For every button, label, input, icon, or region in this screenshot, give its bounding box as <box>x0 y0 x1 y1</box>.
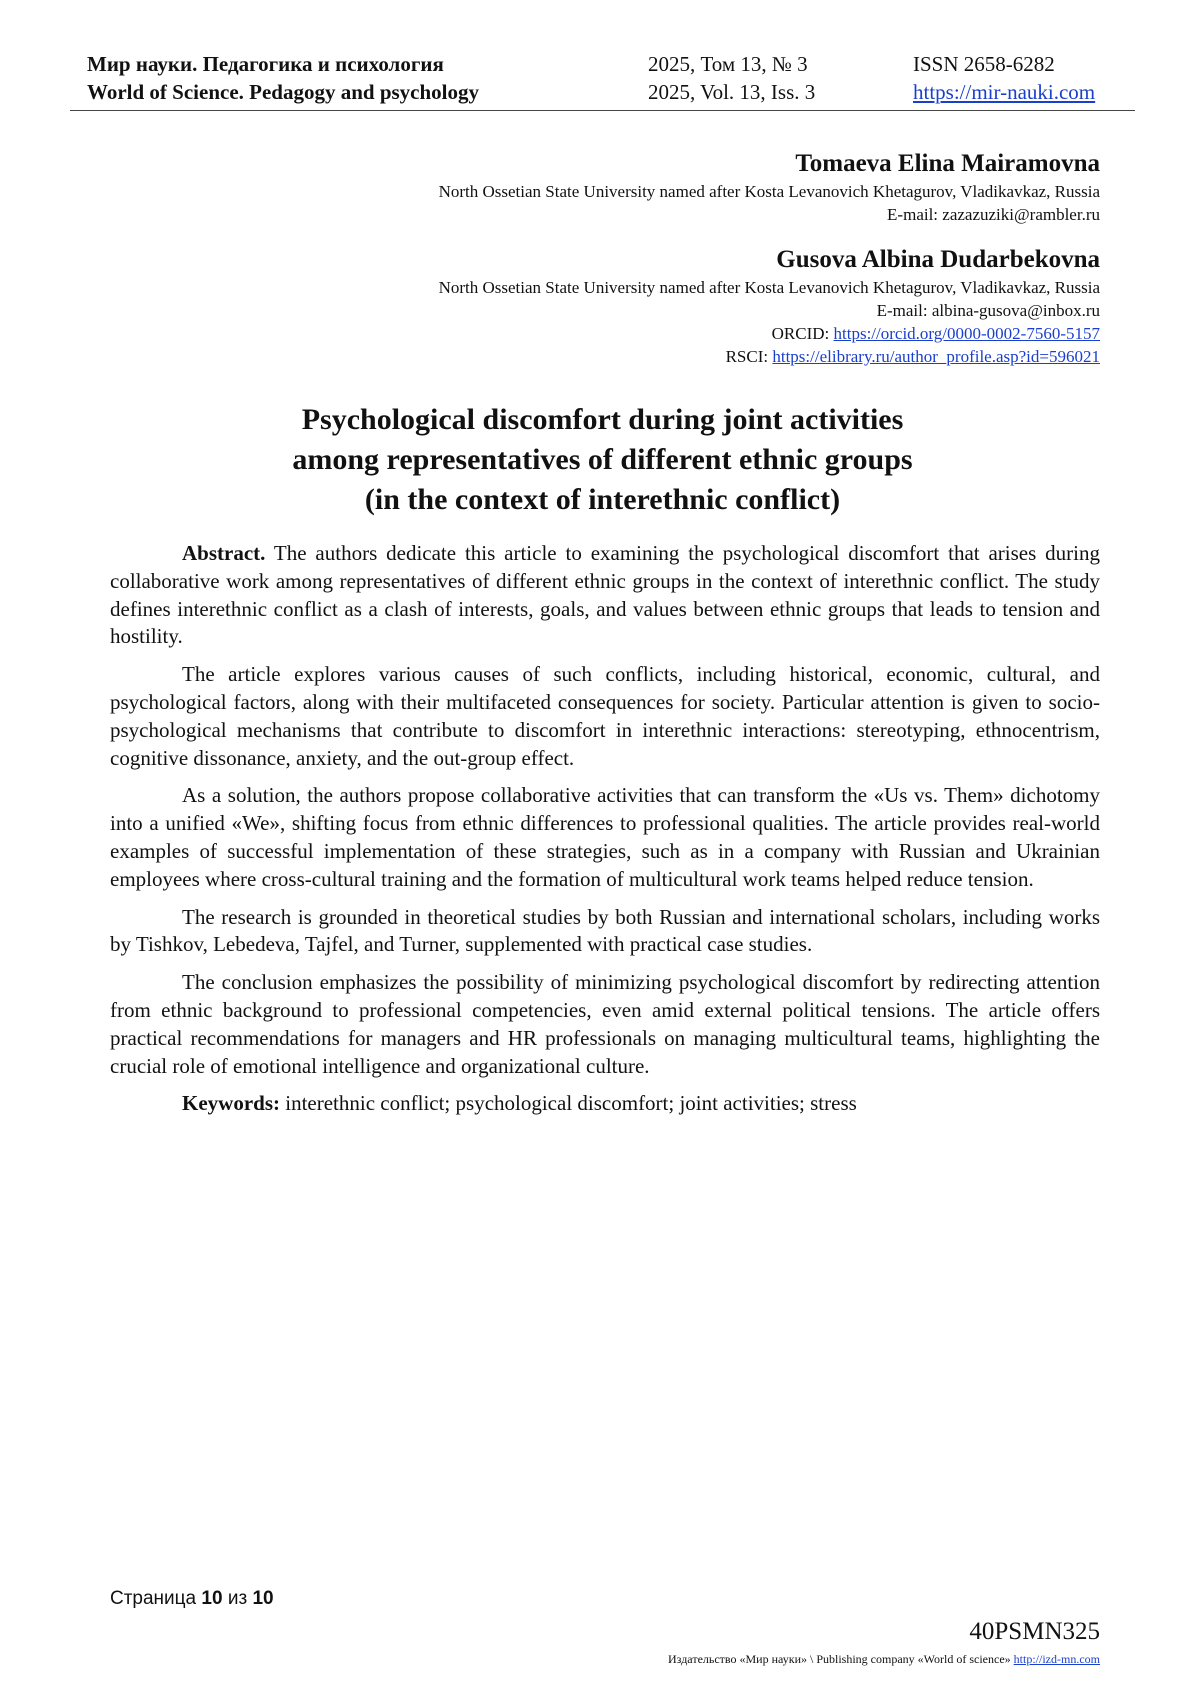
author-email: E-mail: albina-gusova@inbox.ru <box>876 301 1100 320</box>
abstract-paragraph: As a solution, the authors propose collaborative activities that can transform the «Us vs. Them» dichotomy into a unified «We», shifting focus from ethnic differences to professional qualities. The article provides real-world examples of successful implementation of these strategies, such as in a company with Russian and Ukrainian employees where cross-cultural training and the formation of multicultural work teams helped reduce tension. <box>110 783 1100 891</box>
issue-info-en: 2025, Vol. 13, Iss. 3 <box>648 80 816 104</box>
authors-section <box>200 148 1100 386</box>
title-line: Psychological discomfort during joint activities <box>301 403 904 436</box>
keywords-label: Keywords: <box>182 1091 280 1116</box>
author-block-1 <box>200 148 1100 226</box>
journal-name-ru: Мир науки. Педагогика и психология <box>87 52 444 76</box>
journal-name-en: World of Science. Pedagogy and psychology <box>87 80 480 104</box>
publisher-link[interactable]: http://izd-mn.com <box>1013 1652 1100 1666</box>
abstract-paragraph: The article explores various causes of such conflicts, including historical, economic, cultural, and psychological factors, along with their multifaceted consequences for society. Particular attention is given to socio-psychological mechanisms that contribute to discomfort in interethnic interactions: stereotyping, ethnocentrism, cognitive dissonance, anxiety, and the out-group effect. <box>110 662 1100 770</box>
abstract-paragraph: The conclusion emphasizes the possibility of minimizing psychological discomfort by redirecting attention from ethnic background to professional competencies, even amid external political tensions. The article offers practical recommendations for managers and HR professionals on managing multicultural teams, highlighting the crucial role of emotional intelligence and organizational culture. <box>110 970 1100 1078</box>
abstract-text: The authors dedicate this article to examining the psychological discomfort that arises during collaborative work among representatives of different ethnic groups in the context of interethnic conflict. The study defines interethnic conflict as a clash of interests, goals, and values between ethnic groups that leads to tension and hostility. <box>110 541 1100 649</box>
abstract-paragraph: The research is grounded in theoretical studies by both Russian and international scholars, including works by Tishkov, Lebedeva, Tajfel, and Turner, supplemented with practical case studies. <box>110 904 1100 957</box>
title-line: among representatives of different ethnic groups <box>292 443 913 476</box>
journal-website-link[interactable]: https://mir-nauki.com <box>913 80 1096 104</box>
author-name: Tomaeva Elina Mairamovna <box>795 150 1100 177</box>
abstract-section <box>110 540 1100 1128</box>
orcid-link[interactable]: https://orcid.org/0000-0002-7560-5157 <box>833 324 1100 343</box>
abstract-label: Abstract. <box>182 541 266 565</box>
publisher-line <box>668 1652 1100 1667</box>
author-orcid <box>200 322 1100 345</box>
page-current: 10 <box>201 1588 223 1609</box>
rsci-label: RSCI: <box>725 347 773 366</box>
article-code: 40PSMN325 <box>969 1618 1100 1645</box>
page-prefix: Страница <box>110 1588 202 1609</box>
author-name: Gusova Albina Dudarbekovna <box>776 246 1100 273</box>
abstract-paragraph <box>110 540 1100 651</box>
keywords-paragraph <box>110 1090 1100 1118</box>
header-row-ru <box>70 52 1135 80</box>
page-total: 10 <box>252 1588 274 1609</box>
page-mid: из <box>222 1588 253 1609</box>
article-title <box>90 400 1115 520</box>
keywords-text: interethnic conflict; psychological discomfort; joint activities; stress <box>280 1091 857 1116</box>
publisher-text: Издательство «Мир науки» \ Publishing company «World of science» <box>668 1652 1014 1666</box>
orcid-label: ORCID: <box>771 324 834 343</box>
header-divider <box>70 110 1135 111</box>
page-counter <box>110 1588 274 1610</box>
author-rsci <box>200 345 1100 368</box>
author-email: E-mail: zazazuziki@rambler.ru <box>887 205 1100 224</box>
issn: ISSN 2658-6282 <box>913 52 1055 76</box>
title-line: (in the context of interethnic conflict) <box>364 483 841 516</box>
author-affiliation: North Ossetian State University named after Kosta Levanovich Khetagurov, Vladikavkaz, Russia <box>438 278 1100 297</box>
rsci-link[interactable]: https://elibrary.ru/author_profile.asp?id=596021 <box>772 347 1100 366</box>
author-affiliation: North Ossetian State University named after Kosta Levanovich Khetagurov, Vladikavkaz, Russia <box>438 182 1100 201</box>
header-row-en <box>70 80 1135 108</box>
issue-info-ru: 2025, Том 13, № 3 <box>648 52 808 76</box>
author-block-2 <box>200 244 1100 368</box>
